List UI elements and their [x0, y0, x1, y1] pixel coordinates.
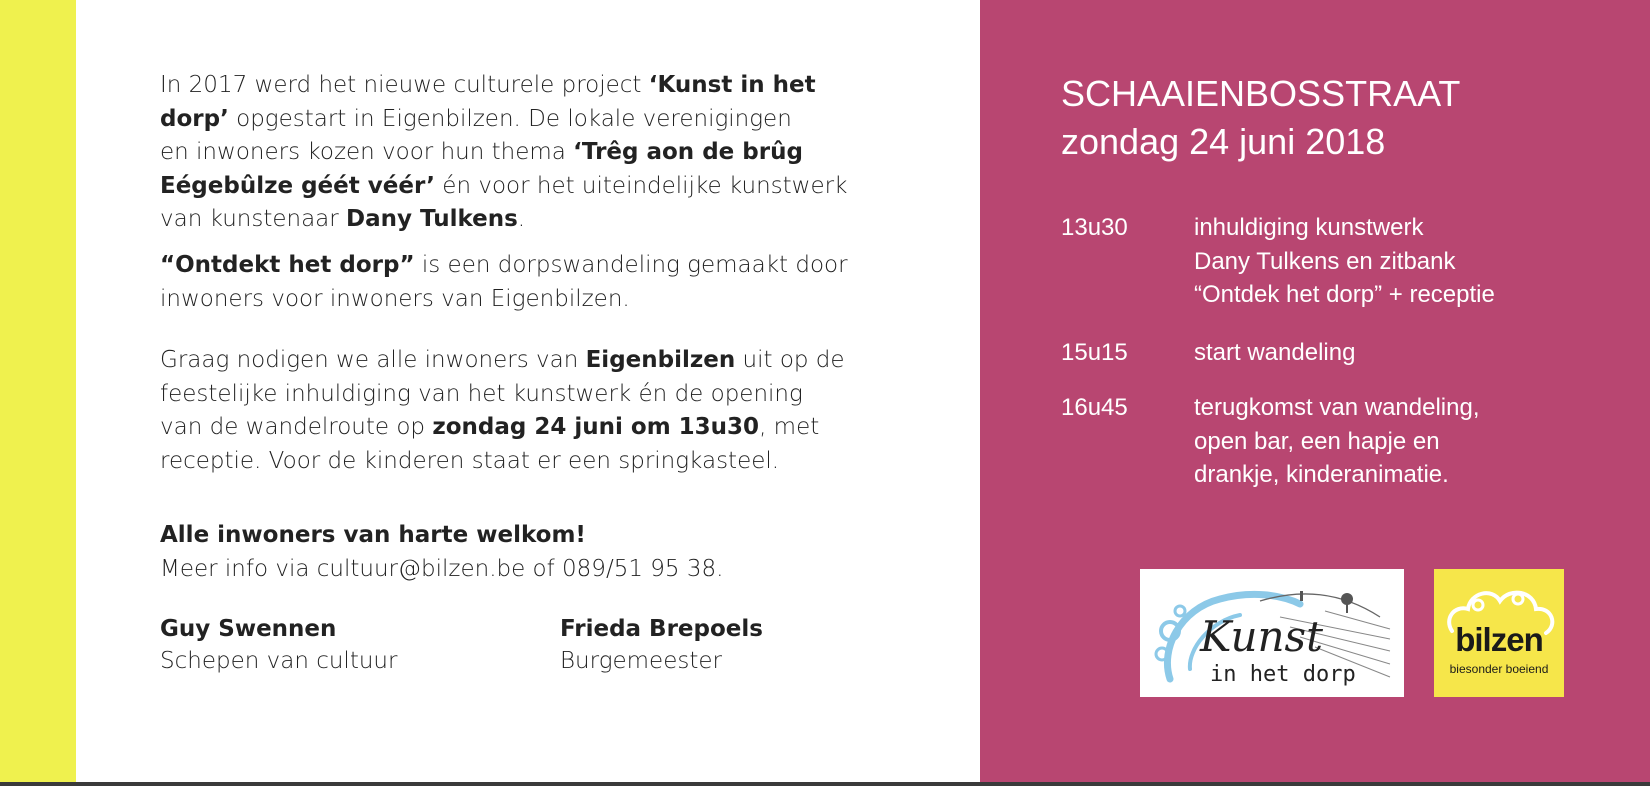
artist-name: Dany Tulkens: [346, 206, 518, 232]
intro-text: In 2017 werd het nieuwe culturele project: [160, 72, 649, 98]
program-time: 15u15: [1061, 339, 1128, 366]
intro-text: van kunstenaar: [160, 206, 347, 232]
program-time: 13u30: [1061, 214, 1128, 241]
program-line: open bar, een hapje en: [1194, 427, 1440, 455]
program-line: inhuldiging kunstwerk: [1194, 214, 1424, 241]
intro-text: en inwoners kozen voor hun thema: [160, 139, 574, 165]
yellow-side-strip: [0, 0, 76, 786]
invite-line: [160, 411, 845, 445]
walk-line: inwoners voor inwoners van Eigenbilzen.: [160, 285, 630, 312]
contact-info: Meer info via cultuur@bilzen.be of 089/51 95 38.: [160, 555, 724, 582]
kunst-logo-title: Kunst: [1200, 612, 1323, 661]
event-date: zondag 24 juni 2018: [1061, 121, 1386, 162]
signatory-role: Schepen van cultuur: [160, 648, 398, 674]
signature-schepen: [160, 613, 397, 677]
event-datetime: zondag 24 juni om 13u30: [432, 414, 760, 440]
program-line: drankje, kinderanimatie.: [1194, 461, 1449, 488]
project-name: ‘Kunst in het: [648, 72, 816, 98]
bilzen-name: bilzen: [1455, 621, 1543, 658]
theme-name: Eégebûlze géét véér’: [160, 172, 435, 199]
intro-text: .: [517, 206, 526, 232]
bilzen-logo: [1434, 569, 1564, 697]
intro-paragraph: [160, 69, 847, 237]
intro-line: [160, 203, 847, 237]
intro-line: [160, 69, 847, 103]
intro-line: [160, 136, 847, 170]
program-description: [1194, 391, 1480, 492]
intro-line: [160, 103, 847, 137]
program-line: “Ontdek het dorp” + receptie: [1194, 281, 1495, 308]
welcome-title: [160, 519, 723, 553]
welcome-title-text: Alle inwoners van harte welkom!: [160, 522, 586, 548]
kunst-logo-subtitle: in het dorp: [1210, 662, 1356, 687]
walk-title: “Ontdekt het dorp”: [160, 252, 415, 278]
walk-line: [160, 249, 848, 283]
program-line: Dany Tulkens en zitbank: [1194, 247, 1456, 275]
bottom-edge-line: [0, 782, 1650, 786]
intro-text: opgestart in Eigenbilzen. De lokale verenigingen: [228, 105, 792, 132]
invite-text: Graag nodigen we alle inwoners van: [160, 347, 586, 373]
intro-line: [160, 170, 847, 204]
signatory-role: Burgemeester: [560, 648, 722, 674]
village-name: Eigenbilzen: [585, 347, 736, 373]
signature-burgemeester: [560, 613, 763, 677]
theme-name: ‘Trêg aon de brûg: [573, 139, 803, 165]
program-line: start wandeling: [1194, 339, 1356, 366]
walk-paragraph: [160, 249, 848, 316]
invite-text: uit op de: [735, 347, 845, 373]
bilzen-tagline: biesonder boeiend: [1449, 662, 1549, 676]
invite-line: receptie. Voor de kinderen staat er een springkasteel.: [160, 447, 780, 474]
program-description: [1194, 336, 1355, 370]
kunst-in-het-dorp-logo: [1140, 569, 1404, 697]
event-heading: [1061, 70, 1460, 166]
invite-text: van de wandelroute op: [160, 414, 433, 440]
welcome-block: [160, 519, 723, 586]
program-line: terugkomst van wandeling,: [1194, 394, 1480, 421]
program-description: [1194, 211, 1495, 312]
event-street: SCHAAIENBOSSTRAAT: [1061, 73, 1461, 114]
invite-line: [160, 344, 845, 378]
invite-paragraph: [160, 344, 845, 478]
signatory-name: Guy Swennen: [160, 616, 337, 642]
walk-text: is een dorpswandeling gemaakt door: [414, 252, 848, 278]
intro-text: én voor het uiteindelijke kunstwerk: [435, 172, 848, 199]
project-name: dorp’: [160, 105, 229, 132]
signatory-name: Frieda Brepoels: [560, 616, 763, 642]
program-time: 16u45: [1061, 394, 1128, 421]
invite-line: feestelijke inhuldiging van het kunstwerk én de opening: [160, 380, 803, 407]
invite-text: , met: [759, 414, 820, 440]
kunst-logo-graphic: [1140, 569, 1404, 697]
